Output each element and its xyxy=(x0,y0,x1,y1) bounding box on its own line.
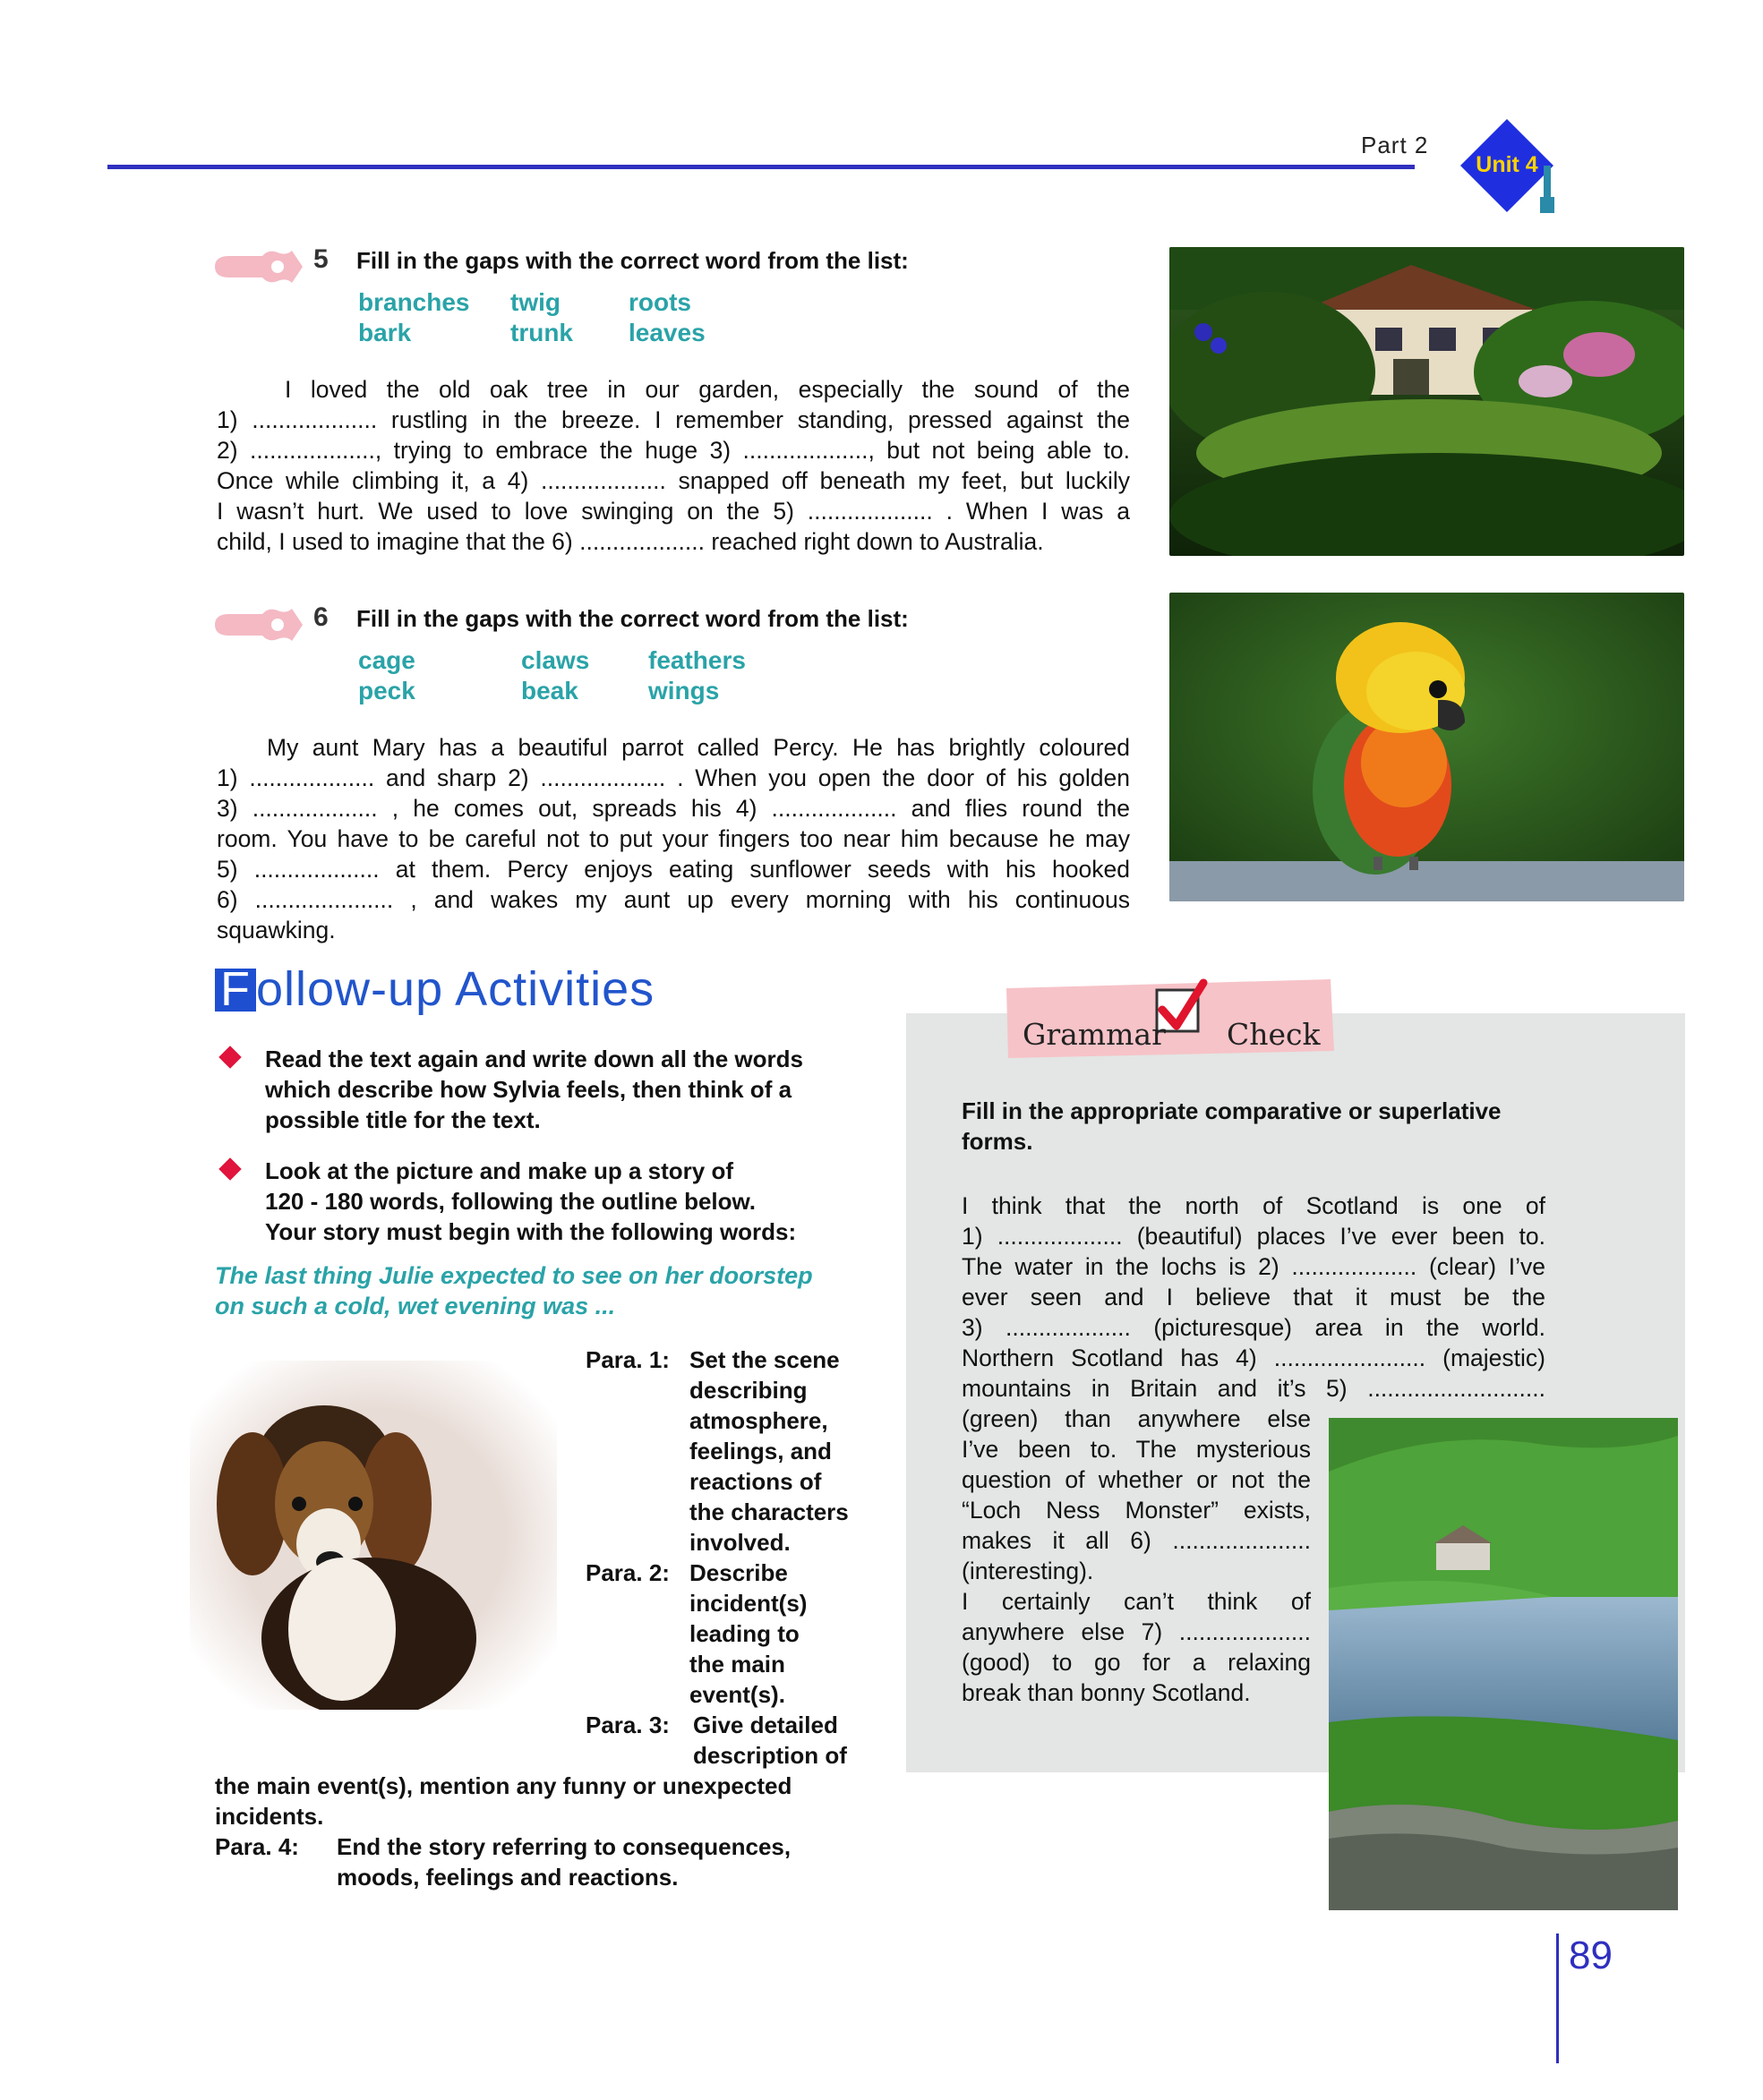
word-item: roots xyxy=(629,288,691,316)
red-diamond-bullet-icon xyxy=(218,1157,241,1180)
exercise-arrow-icon xyxy=(213,605,312,645)
grammar-check-label-left: Grammar xyxy=(1023,1017,1166,1052)
word-item: bark xyxy=(358,319,412,346)
text-line: incidents. xyxy=(215,1803,324,1830)
exercise-6-number: 6 xyxy=(313,602,329,632)
text-line: incident(s) xyxy=(689,1590,808,1617)
exercise-5-title: Fill in the gaps with the correct word from the list: xyxy=(356,247,909,274)
text-line: 6) ..................... , and wakes my aunt up every morning with his continuous xyxy=(217,886,1130,913)
text-line: the main xyxy=(689,1651,785,1677)
text-line: Set the scene xyxy=(689,1346,840,1373)
grammar-text-narrow xyxy=(962,1404,1311,1708)
story-opening-quote xyxy=(215,1260,895,1321)
text-line: The water in the lochs is 2) ................... (clear) I’ve xyxy=(962,1253,1545,1280)
followup-title-rest: ollow-up Activities xyxy=(256,962,655,1016)
text-line: event(s). xyxy=(689,1681,785,1708)
outline-para-2 xyxy=(689,1558,807,1710)
text-line: break than bonny Scotland. xyxy=(962,1679,1251,1706)
text-line: the characters xyxy=(689,1498,849,1525)
scotland-loch-photo xyxy=(1329,1418,1678,1910)
exercise-6-text xyxy=(217,732,1130,945)
text-line: “Loch Ness Monster” exists, xyxy=(962,1497,1311,1524)
text-line: Once while climbing it, a 4) ................... snapped off beneath my feet, but luckily xyxy=(217,467,1130,494)
outline-para-3-label: Para. 3: xyxy=(586,1712,670,1738)
word-item: feathers xyxy=(648,646,746,674)
text-line: which describe how Sylvia feels, then think of a xyxy=(265,1076,792,1103)
text-line: squawking. xyxy=(217,917,336,943)
word-item: cage xyxy=(358,646,415,674)
word-item: beak xyxy=(521,677,578,704)
text-line: moods, feelings and reactions. xyxy=(337,1864,679,1891)
text-line: I’ve been to. The mysterious xyxy=(962,1436,1311,1463)
part-label: Part 2 xyxy=(1361,132,1429,158)
word-item: leaves xyxy=(629,319,706,346)
followup-item-2 xyxy=(265,1156,892,1247)
text-line: My aunt Mary has a beautiful parrot called Percy. He has brightly coloured xyxy=(267,734,1130,761)
exercise-5-text xyxy=(217,374,1130,557)
followup-title-initial: F xyxy=(220,962,251,1016)
text-line: Give detailed xyxy=(693,1712,838,1738)
grammar-check-label-right: Check xyxy=(1227,1017,1321,1052)
text-line: on such a cold, wet evening was ... xyxy=(215,1293,616,1319)
text-line: 5) ................... at them. Percy enjoys eating sunflower seeds with his hooked xyxy=(217,856,1130,883)
text-line: I wasn’t hurt. We used to love swinging on the 5) ................... . When I was a xyxy=(217,498,1130,525)
text-line: Read the text again and write down all the words xyxy=(265,1046,803,1072)
text-line: forms. xyxy=(962,1128,1033,1155)
text-line: involved. xyxy=(689,1529,791,1556)
text-line: I think that the north of Scotland is one of xyxy=(962,1192,1545,1219)
outline-para-1 xyxy=(689,1345,849,1558)
text-line: describing xyxy=(689,1377,808,1404)
header-rule xyxy=(107,165,1415,169)
red-diamond-bullet-icon xyxy=(218,1046,241,1068)
unit-label: Unit 4 xyxy=(1476,152,1538,177)
text-line: 1) ................... (beautiful) places I’ve ever been to. xyxy=(962,1223,1545,1250)
outline-para-3 xyxy=(693,1710,847,1771)
exercise-6-title: Fill in the gaps with the correct word from the list: xyxy=(356,605,909,632)
text-line: 3) ................... (picturesque) area in the world. xyxy=(962,1314,1545,1341)
text-line: Fill in the appropriate comparative or superlative xyxy=(962,1097,1502,1124)
text-line: (green) than anywhere else xyxy=(962,1405,1311,1432)
text-line: the main event(s), mention any funny or unexpected xyxy=(215,1772,792,1799)
outline-para-2-label: Para. 2: xyxy=(586,1559,670,1586)
word-item: branches xyxy=(358,288,470,316)
garden-house-photo xyxy=(1169,247,1684,556)
text-line: The last thing Julie expected to see on her doorstep xyxy=(215,1262,813,1289)
word-item: trunk xyxy=(510,319,573,346)
text-line: possible title for the text. xyxy=(265,1106,541,1133)
text-line: reactions of xyxy=(689,1468,822,1495)
text-line: description of xyxy=(693,1742,847,1769)
text-line: leading to xyxy=(689,1620,800,1647)
text-line: (good) to go for a relaxing xyxy=(962,1649,1311,1676)
word-item: wings xyxy=(648,677,720,704)
text-line: I loved the old oak tree in our garden, especially the sound of the xyxy=(285,376,1130,403)
text-line: anywhere else 7) .................... xyxy=(962,1618,1311,1645)
grammar-instruction xyxy=(962,1096,1588,1157)
exercise-arrow-icon xyxy=(213,247,312,286)
followup-title xyxy=(215,961,655,1017)
text-line: 3) ................... , he comes out, spreads his 4) ................... and flies round the xyxy=(217,795,1130,822)
text-line: I certainly can’t think of xyxy=(962,1588,1311,1615)
followup-item-1 xyxy=(265,1044,892,1135)
outline-para-1-label: Para. 1: xyxy=(586,1346,670,1373)
text-line: Describe xyxy=(689,1559,788,1586)
text-line: Your story must begin with the following words: xyxy=(265,1218,797,1245)
text-line: mountains in Britain and it’s 5) ........................... xyxy=(962,1375,1545,1402)
text-line: ever seen and I believe that it must be the xyxy=(962,1284,1545,1310)
text-line: 2) ..................., trying to embrace the huge 3) ..................., but not being able to. xyxy=(217,437,1130,464)
text-line: makes it all 6) ..................... xyxy=(962,1527,1311,1554)
text-line: 1) ................... rustling in the breeze. I remember standing, pressed against the xyxy=(217,406,1130,433)
word-item: twig xyxy=(510,288,561,316)
text-line: atmosphere, xyxy=(689,1407,828,1434)
text-line: child, I used to imagine that the 6) ................... reached right down to Australia. xyxy=(217,528,1044,555)
text-line: Northern Scotland has 4) ....................... (majestic) xyxy=(962,1345,1545,1371)
page-number-rule xyxy=(1556,1934,1559,2063)
exercise-5-number: 5 xyxy=(313,244,329,274)
grammar-text-wide xyxy=(962,1191,1545,1404)
parrot-photo xyxy=(1169,593,1684,901)
outline-para-3-continued xyxy=(215,1771,792,1831)
puppy-photo xyxy=(190,1361,557,1710)
outline-para-4 xyxy=(337,1831,791,1892)
text-line: feelings, and xyxy=(689,1438,832,1464)
word-item: peck xyxy=(358,677,415,704)
text-line: Look at the picture and make up a story of xyxy=(265,1157,733,1184)
text-line: 1) ................... and sharp 2) ................... . When you open the door of his golden xyxy=(217,764,1130,791)
text-line: (interesting). xyxy=(962,1558,1094,1584)
word-item: claws xyxy=(521,646,590,674)
outline-para-4-label: Para. 4: xyxy=(215,1833,299,1860)
text-line: question of whether or not the xyxy=(962,1466,1311,1493)
text-line: 120 - 180 words, following the outline below. xyxy=(265,1188,756,1215)
text-line: End the story referring to consequences, xyxy=(337,1833,792,1860)
text-line: room. You have to be careful not to put your fingers too near him because he may xyxy=(217,825,1130,852)
page-number: 89 xyxy=(1569,1934,1613,1977)
